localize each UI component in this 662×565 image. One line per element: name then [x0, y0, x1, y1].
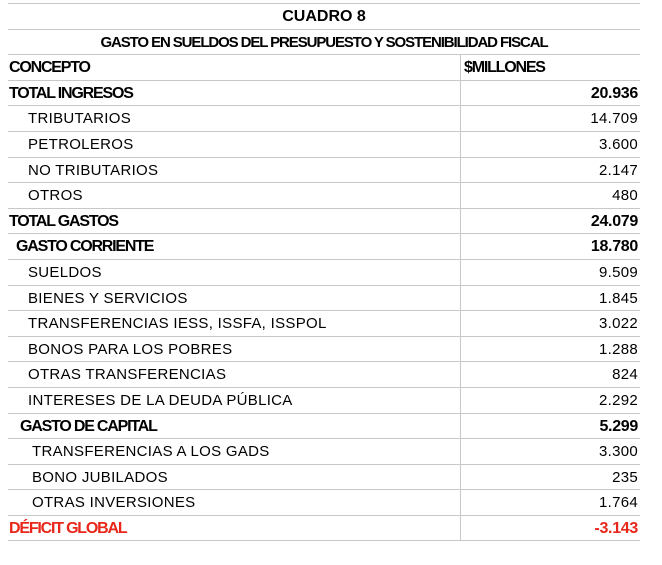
column-divider	[460, 414, 461, 440]
header-concept: CONCEPTO	[9, 59, 90, 77]
column-divider	[460, 286, 461, 312]
column-divider	[460, 106, 461, 132]
row-label-no-tributarios: NO TRIBUTARIOS	[28, 161, 159, 179]
row-value-transferencias-gads: 3.300	[598, 443, 638, 461]
table-row	[8, 337, 640, 363]
table-row	[8, 516, 640, 542]
column-divider	[460, 209, 461, 235]
row-label-tributarios: TRIBUTARIOS	[28, 110, 132, 128]
row-value-sueldos: 9.509	[598, 263, 638, 281]
table-row	[8, 209, 640, 235]
column-divider	[460, 388, 461, 414]
table-row	[8, 183, 640, 209]
row-value-bienes-servicios: 1.845	[598, 289, 638, 307]
row-label-transferencias-iess: TRANSFERENCIAS IESS, ISSFA, ISSPOL	[28, 315, 327, 333]
row-label-otras-inversiones: OTRAS INVERSIONES	[32, 494, 196, 512]
row-value-total-gastos: 24.079	[590, 212, 638, 230]
table-row	[8, 439, 640, 465]
table-row	[8, 81, 640, 107]
column-divider	[460, 490, 461, 516]
column-divider	[460, 234, 461, 260]
table-header-row	[8, 55, 640, 81]
row-value-transferencias-iess: 3.022	[598, 315, 638, 333]
row-label-intereses-deuda: INTERESES DE LA DEUDA PÚBLICA	[28, 391, 293, 409]
row-value-gasto-corriente: 18.780	[590, 238, 638, 256]
row-label-petroleros: PETROLEROS	[28, 135, 134, 153]
row-value-petroleros: 3.600	[598, 135, 638, 153]
row-value-deficit-global: -3.143	[594, 519, 638, 537]
row-value-otros: 480	[612, 187, 638, 205]
column-divider	[460, 132, 461, 158]
table-row	[8, 490, 640, 516]
row-value-bono-jubilados: 235	[612, 468, 638, 486]
table-row	[8, 260, 640, 286]
column-divider	[460, 362, 461, 388]
row-value-no-tributarios: 2.147	[598, 161, 638, 179]
row-label-bienes-servicios: BIENES Y SERVICIOS	[28, 289, 188, 307]
row-label-otras-transferencias: OTRAS TRANSFERENCIAS	[28, 366, 227, 384]
row-label-gasto-capital: GASTO DE CAPITAL	[20, 417, 157, 435]
column-divider	[460, 516, 461, 542]
column-divider	[460, 158, 461, 184]
table-row	[8, 311, 640, 337]
row-value-total-ingresos: 20.936	[590, 84, 638, 102]
column-divider	[460, 439, 461, 465]
column-divider	[460, 55, 461, 81]
column-divider	[460, 465, 461, 491]
table-row	[8, 388, 640, 414]
table-row	[8, 465, 640, 491]
fiscal-table	[8, 3, 640, 541]
table-row	[8, 286, 640, 312]
column-divider	[460, 81, 461, 107]
table-subtitle: GASTO EN SUELDOS DEL PRESUPUESTO Y SOSTENIBILIDAD FISCAL	[100, 33, 548, 51]
table-title-row	[8, 4, 640, 30]
row-label-total-gastos: TOTAL GASTOS	[9, 212, 118, 230]
column-divider	[460, 183, 461, 209]
row-value-otras-inversiones: 1.764	[598, 494, 638, 512]
table-title: CUADRO 8	[282, 8, 366, 25]
table-row	[8, 132, 640, 158]
column-divider	[460, 337, 461, 363]
table-row	[8, 362, 640, 388]
row-label-transferencias-gads: TRANSFERENCIAS A LOS GADS	[32, 443, 270, 461]
row-label-total-ingresos: TOTAL INGRESOS	[9, 84, 133, 102]
row-value-tributarios: 14.709	[590, 110, 638, 128]
row-value-intereses-deuda: 2.292	[598, 391, 638, 409]
row-label-otros: OTROS	[28, 187, 83, 205]
table-row	[8, 106, 640, 132]
row-label-sueldos: SUELDOS	[28, 263, 102, 281]
row-label-bonos-pobres: BONOS PARA LOS POBRES	[28, 340, 233, 358]
table-row	[8, 234, 640, 260]
column-divider	[460, 311, 461, 337]
table-row	[8, 158, 640, 184]
row-value-gasto-capital: 5.299	[599, 417, 638, 435]
column-divider	[460, 260, 461, 286]
row-label-gasto-corriente: GASTO CORRIENTE	[16, 238, 154, 256]
header-amount: $MILLONES	[464, 59, 545, 77]
row-label-bono-jubilados: BONO JUBILADOS	[32, 468, 168, 486]
row-value-bonos-pobres: 1.288	[598, 340, 638, 358]
table-subtitle-row	[8, 30, 640, 56]
table-row	[8, 414, 640, 440]
row-label-deficit-global: DÉFICIT GLOBAL	[9, 519, 127, 537]
row-value-otras-transferencias: 824	[612, 366, 638, 384]
